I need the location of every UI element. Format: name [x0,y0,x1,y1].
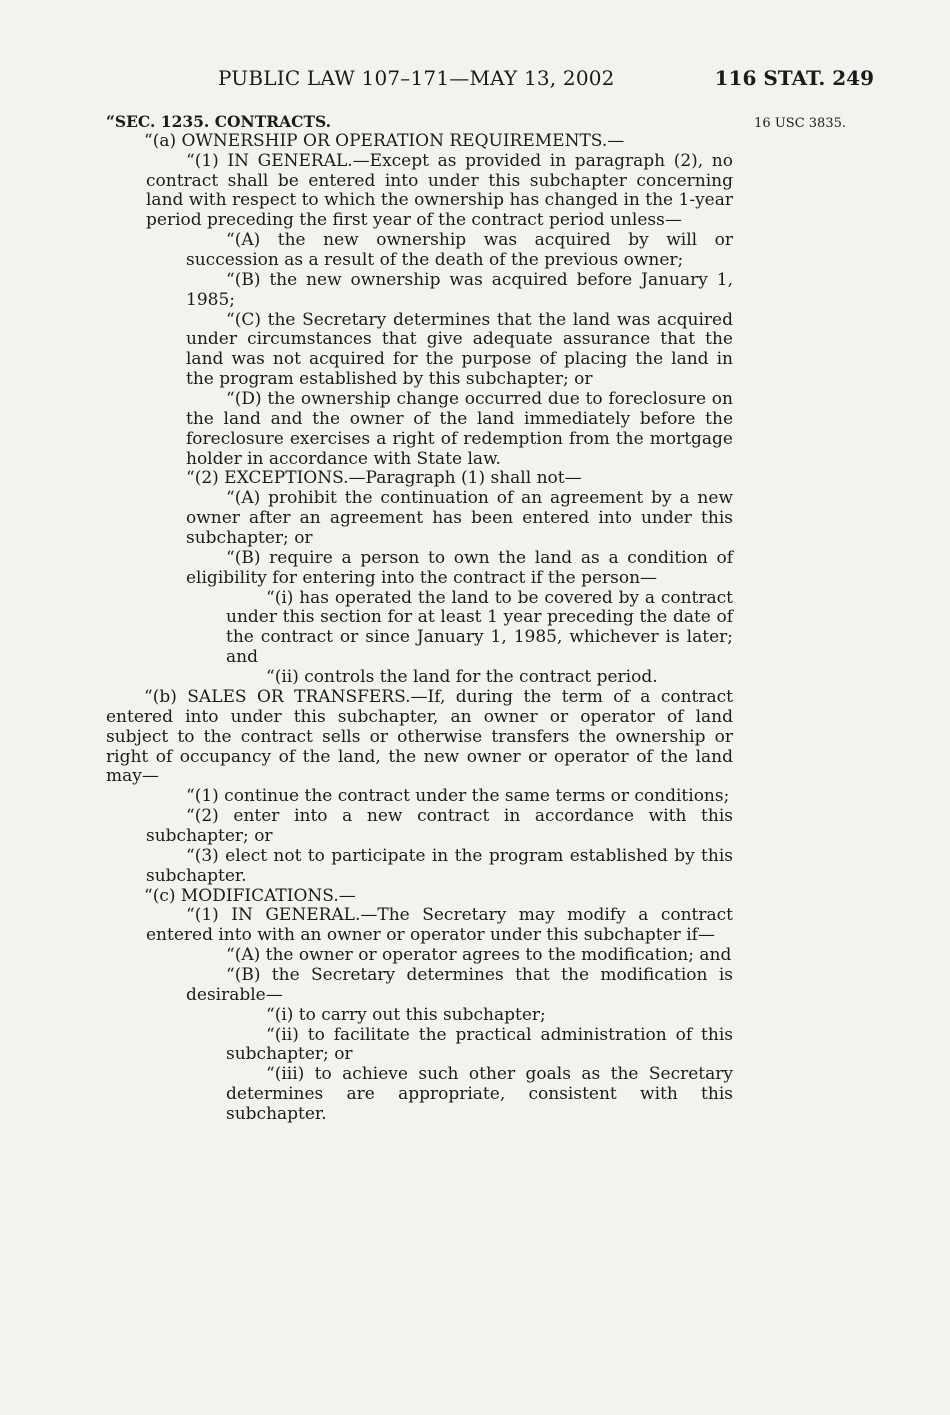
running-header [0,66,950,96]
paragraph: “(A) the owner or operator agrees to the modification; and [226,945,732,966]
paragraph: “(1) IN GENERAL.—The Secretary may modify a contract entered into with an owner or operator under this subchapter if— [146,905,733,946]
header-title: PUBLIC LAW 107–171—MAY 13, 2002 [218,66,615,90]
paragraph: “(B) the new ownership was acquired before January 1, 1985; [186,269,733,310]
paragraph: “(c) MODIFICATIONS.— [144,885,356,906]
margin-citation: 16 USC 3835. [754,116,846,131]
paragraph: “(i) to carry out this subchapter; [266,1004,546,1025]
paragraph: “(2) EXCEPTIONS.—Paragraph (1) shall not— [186,468,582,489]
paragraph: “(1) continue the contract under the same terms or conditions; [186,786,730,807]
paragraph: “(C) the Secretary determines that the land was acquired under circumstances that give adequate assurance that the land was not acquired for the purpose of placing the land in the program established by this subchapter; or [186,309,733,390]
statute-body [106,112,733,1125]
paragraph: “(A) prohibit the continuation of an agreement by a new owner after an agreement has been entered into under this subchapter; or [186,488,733,549]
paragraph: “(A) the new ownership was acquired by will or succession as a result of the death of the previous owner; [186,230,733,271]
paragraph: “(b) SALES OR TRANSFERS.—If, during the term of a contract entered into under this subchapter, an owner or operator of land subject to the contract sells or otherwise transfers the ownership or right of occupancy of the land, the new owner or operator of the land may— [106,686,733,787]
paragraph: “(ii) controls the land for the contract period. [266,667,658,688]
paragraph: “(1) IN GENERAL.—Except as provided in paragraph (2), no contract shall be entered into under this subchapter concerning land with respect to which the ownership has changed in the 1-year period preceding the first year of the contract period unless— [146,150,733,231]
paragraph: “(i) has operated the land to be covered by a contract under this section for at least 1 year preceding the date of the contract or since January 1, 1985, whichever is later; and [226,587,733,668]
header-stat-page: 116 STAT. 249 [714,66,874,90]
paragraph: “(B) the Secretary determines that the modification is desirable— [186,964,733,1005]
paragraph: “(ii) to facilitate the practical administration of this subchapter; or [226,1024,733,1065]
paragraph: “(B) require a person to own the land as a condition of eligibility for entering into the contract if the person— [186,547,733,588]
paragraph: “(a) OWNERSHIP OR OPERATION REQUIREMENTS.— [144,130,625,151]
paragraph: “(3) elect not to participate in the program established by this subchapter. [146,845,733,886]
paragraph: “(iii) to achieve such other goals as the Secretary determines are appropriate, consistent with this subchapter. [226,1064,733,1124]
section-heading: “SEC. 1235. CONTRACTS. [106,112,332,131]
paragraph: “(2) enter into a new contract in accordance with this subchapter; or [146,806,733,846]
paragraph: “(D) the ownership change occurred due to foreclosure on the land and the owner of the land immediately before the foreclosure exercises a right of redemption from the mortgage holder in accordance with State law. [186,389,733,469]
